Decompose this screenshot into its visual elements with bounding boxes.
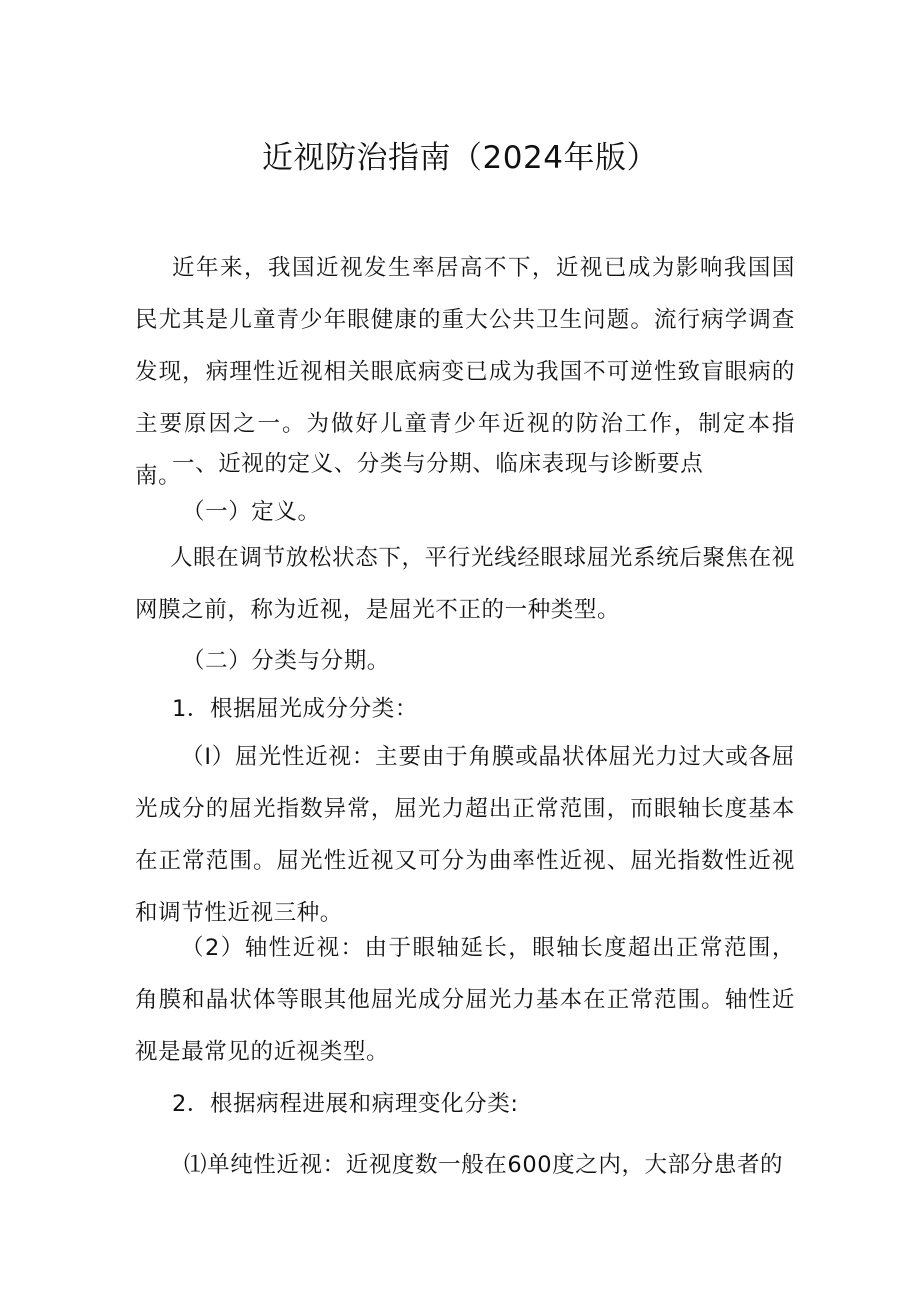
- subsection-2-heading: （二）分类与分期。: [182, 648, 390, 674]
- definition-paragraph: [135, 532, 795, 636]
- simple-myopia-line: ⑴单纯性近视：近视度数一般在600度之内，大部分患者的: [184, 1152, 784, 1178]
- definition-paragraph-text: 人眼在调节放松状态下，平行光线经眼球屈光系统后聚焦在视网膜之前，称为近视，是屈光不正的一种类型。: [135, 545, 795, 623]
- axial-myopia-paragraph: [135, 922, 795, 1078]
- axial-myopia-paragraph-text: （2）轴性近视：由于眼轴延长，眼轴长度超出正常范围，角膜和晶状体等眼其他屈光成分屈光力基本在正常范围。轴性近视是最常见的近视类型。: [135, 935, 795, 1065]
- document-title: 近视防治指南（2024年版）: [262, 140, 658, 176]
- classification-2-heading: 2．根据病程进展和病理变化分类:: [172, 1091, 519, 1117]
- intro-paragraph-text: 近年来，我国近视发生率居高不下，近视已成为影响我国国民尤其是儿童青少年眼健康的重大公共卫生问题。流行病学调查发现，病理性近视相关眼底病变已成为我国不可逆性致盲眼病的主要原因之一。为做好儿童青少年近视的防治工作，制定本指南。: [135, 255, 795, 489]
- section-1-heading: 一、近视的定义、分类与分期、临床表现与诊断要点: [172, 451, 704, 477]
- subsection-1-heading: （一）定义。: [182, 499, 321, 525]
- refractive-myopia-paragraph: [135, 731, 795, 939]
- classification-1-heading: 1．根据屈光成分分类：: [172, 696, 418, 722]
- refractive-myopia-paragraph-text: （I）屈光性近视：主要由于角膜或晶状体屈光力过大或各屈光成分的屈光指数异常，屈光力超出正常范围，而眼轴长度基本在正常范围。屈光性近视又可分为曲率性近视、屈光指数性近视和调节性近视三种。: [135, 744, 795, 926]
